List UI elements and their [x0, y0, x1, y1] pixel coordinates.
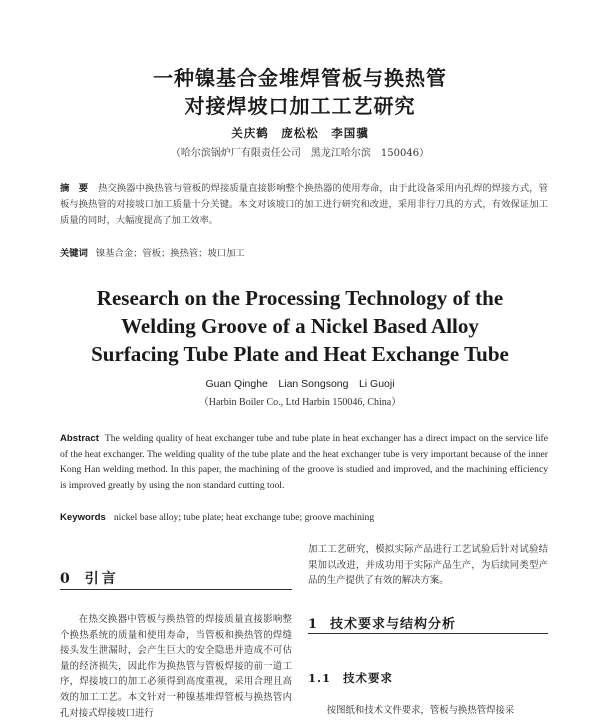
- english-abstract-label: Abstract: [60, 433, 99, 444]
- chinese-authors: 关庆鹤 庞松松 李国骥: [231, 126, 369, 140]
- english-authors: Guan Qinghe Lian Songsong Li Guoji: [205, 378, 395, 390]
- section-0-heading: [60, 568, 119, 588]
- chinese-title-line-2: 对接焊坡口加工工艺研究: [184, 94, 416, 118]
- section-1-title: 技术要求与结构分析: [330, 617, 457, 632]
- section-1-divider: [308, 633, 548, 634]
- section-1-1-paragraph: [308, 703, 548, 719]
- chinese-keywords: [60, 245, 548, 259]
- section-1-number: 1: [308, 617, 319, 632]
- section-1-heading: [308, 613, 456, 632]
- right-column-continuation-text: 加工工艺研究，模拟实际产品进行工艺试验后针对试验结果加以改进，并成功用于实际产品生产，为后续同类型产品的生产提供了有效的解决方案。: [308, 544, 548, 587]
- section-1-1-heading: [308, 670, 393, 686]
- english-keywords-label: Keywords: [60, 512, 106, 523]
- chinese-abstract-text: 热交换器中换热管与管板的焊接质量直接影响整个换热器的使用寿命，由于此设备采用内孔焊的焊接方式，管板与换热管的对接坡口加工质量十分关键。本文对该坡口的加工进行研究和改进，采用非行刀具的方式，有效保证加工质量的同时，大幅度提高了加工效率。: [60, 183, 548, 226]
- right-column-continuation: [308, 542, 548, 589]
- introduction-text: 在热交换器中管板与换热管的焊接质量直接影响整个换热系统的质量和使用寿命，当管板和换热管的焊缝接头发生泄漏时，会产生巨大的安全隐患并造成不可估量的经济损失，因此作为换热管与管板焊接的前一道工序，焊接坡口的加工必须得到高度重视，采用合理且高效的加工工艺。本文针对一种镍基堆焊管板与换热管内孔对接式焊接坡口进行: [60, 614, 292, 719]
- section-1-1-title: 技术要求: [343, 671, 394, 685]
- english-title-line-1: Research on the Processing Technology of the: [96, 286, 504, 310]
- section-1-1-text: 按图纸和技术文件要求，管板与换热管焊接采: [326, 705, 515, 716]
- section-0-divider: [60, 589, 292, 590]
- chinese-keywords-text: 镍基合金；管板；换热管；坡口加工: [95, 248, 245, 259]
- english-title-line-3: Surfacing Tube Plate and Heat Exchange Tube: [91, 342, 509, 366]
- chinese-affiliation: （哈尔滨锅炉厂有限责任公司 黑龙江哈尔滨 150046）: [170, 148, 430, 159]
- introduction-paragraph: [60, 612, 292, 721]
- chinese-abstract: [60, 181, 548, 229]
- english-keywords-text: nickel base alloy; tube plate; heat exchange tube; groove machining: [113, 512, 375, 523]
- english-title-line-2: Welding Groove of a Nickel Based Alloy: [121, 314, 479, 338]
- english-keywords: [60, 512, 548, 523]
- section-0-title: 引言: [84, 571, 119, 587]
- chinese-title-line-1: 一种镍基合金堆焊管板与换热管: [153, 66, 447, 90]
- section-0-number: 0: [60, 571, 73, 587]
- english-affiliation: （Harbin Boiler Co., Ltd Harbin 150046, China）: [198, 397, 402, 408]
- section-1-1-number: 1.1: [308, 671, 332, 685]
- chinese-keywords-label: 关键词: [60, 248, 88, 259]
- chinese-abstract-label: 摘 要: [60, 183, 89, 194]
- english-abstract-text: The welding quality of heat exchanger tube and tube plate in heat exchanger has a direct impact on the service life of the heat exchanger. The welding quality of the tube plate and the heat exchanger tube is very important because of the inner Kong Han welding method. In this paper, the machining of the groove is studied and improved, and the machining efficiency is improved greatly by using the non standard cutting tool.: [60, 433, 548, 491]
- english-abstract: [60, 431, 548, 493]
